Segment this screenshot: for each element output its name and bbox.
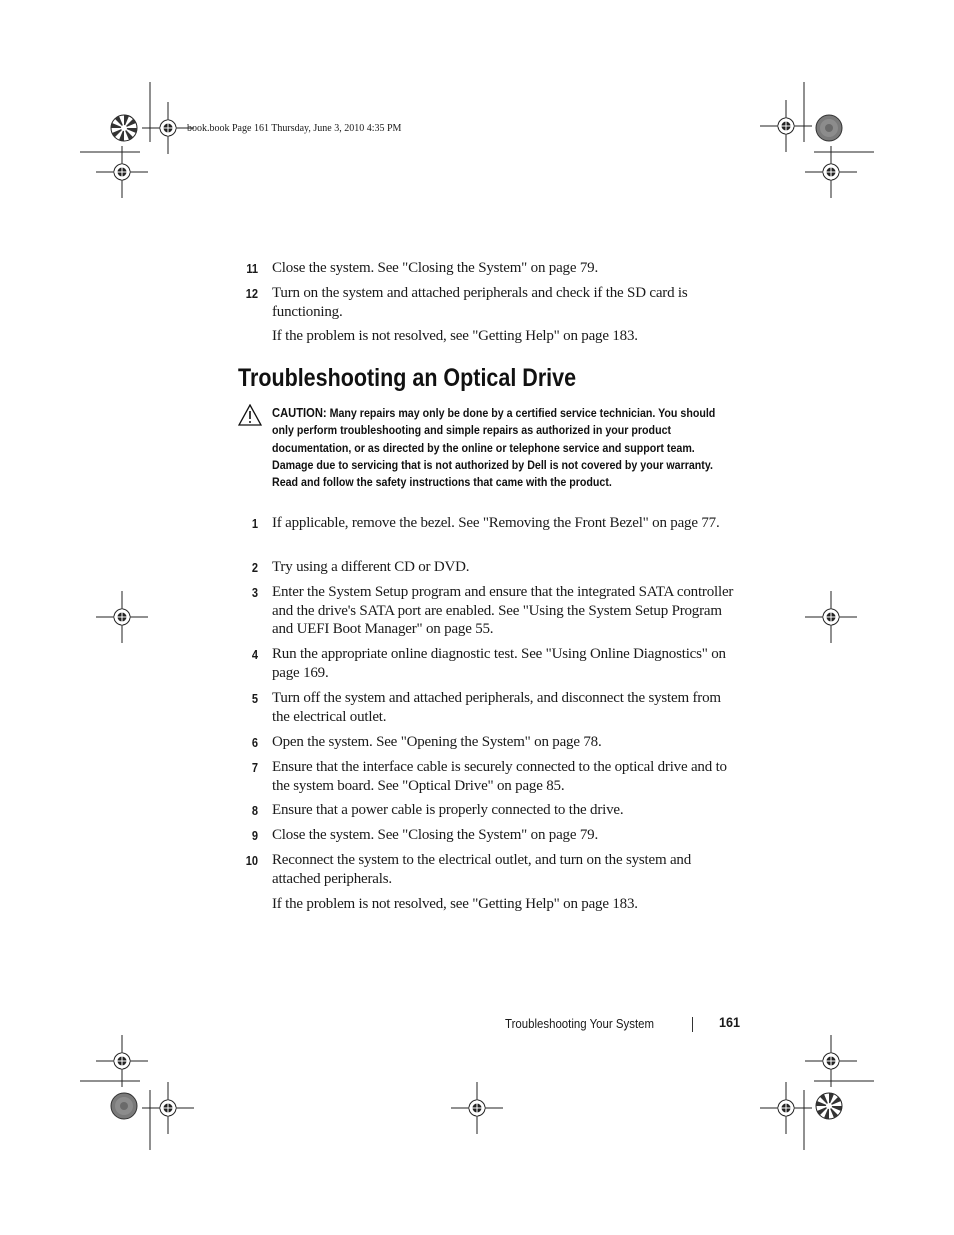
- step-text: Turn off the system and attached peripherals, and disconnect the system from the electrical outlet.: [272, 690, 721, 725]
- step-text: Open the system. See "Opening the System" on page 78.: [272, 734, 602, 750]
- step-text: Close the system. See "Closing the System" on page 79.: [272, 260, 599, 276]
- step-number: 2: [251, 560, 258, 575]
- step-number: 1: [251, 516, 258, 531]
- footer-divider: [692, 1017, 693, 1032]
- step-text: Turn on the system and attached peripherals and check if the SD card is functioning.: [272, 285, 688, 320]
- step-text: Ensure that a power cable is properly connected to the drive.: [272, 802, 624, 818]
- step-number: 7: [251, 760, 258, 775]
- resolution-note: If the problem is not resolved, see "Getting Help" on page 183.: [272, 896, 638, 912]
- step-text: Ensure that the interface cable is securely connected to the optical drive and to the system board. See "Optical Drive" on page 85.: [272, 759, 727, 794]
- step-text: Close the system. See "Closing the System" on page 79.: [272, 827, 599, 843]
- footer-section-name: Troubleshooting Your System: [505, 1016, 655, 1031]
- section-title: Troubleshooting an Optical Drive: [238, 364, 577, 392]
- step-text: Enter the System Setup program and ensure that the integrated SATA controller and the drive's SATA port are enabled. See "Using the System Setup Program and UEFI Boot Manager" on page 55.: [272, 584, 734, 637]
- step-number: 5: [251, 691, 258, 706]
- caution-label: CAUTION:: [272, 405, 327, 420]
- step-number: 11: [246, 261, 258, 276]
- caution-text: Many repairs may only be done by a certified service technician. You should only perform troubleshooting and simple repairs as authorized in your product documentation, or as directed by the online or telephone service and support team. Damage due to servicing that is not authorized by Dell is not covered by your warranty. Read and follow the safety instructions that came with the product.: [272, 406, 716, 490]
- step-number: 12: [245, 286, 258, 301]
- page-number: 161: [719, 1014, 741, 1030]
- resolution-note: If the problem is not resolved, see "Getting Help" on page 183.: [272, 328, 638, 344]
- step-text: Reconnect the system to the electrical outlet, and turn on the system and attached peripherals.: [272, 852, 692, 887]
- caution-triangle-icon: [238, 404, 262, 426]
- book-header-line: book.book Page 161 Thursday, June 3, 2010 4:35 PM: [187, 123, 402, 134]
- step-text: Try using a different CD or DVD.: [272, 559, 470, 575]
- step-number: 3: [251, 585, 258, 600]
- caution-notice: [272, 404, 719, 491]
- step-text: Run the appropriate online diagnostic test. See "Using Online Diagnostics" on page 169.: [272, 646, 726, 681]
- step-number: 9: [251, 828, 258, 843]
- step-text: If applicable, remove the bezel. See "Removing the Front Bezel" on page 77.: [272, 515, 720, 531]
- step-number: 6: [251, 735, 258, 750]
- step-number: 8: [251, 803, 258, 818]
- step-number: 10: [245, 853, 258, 868]
- step-number: 4: [251, 647, 258, 662]
